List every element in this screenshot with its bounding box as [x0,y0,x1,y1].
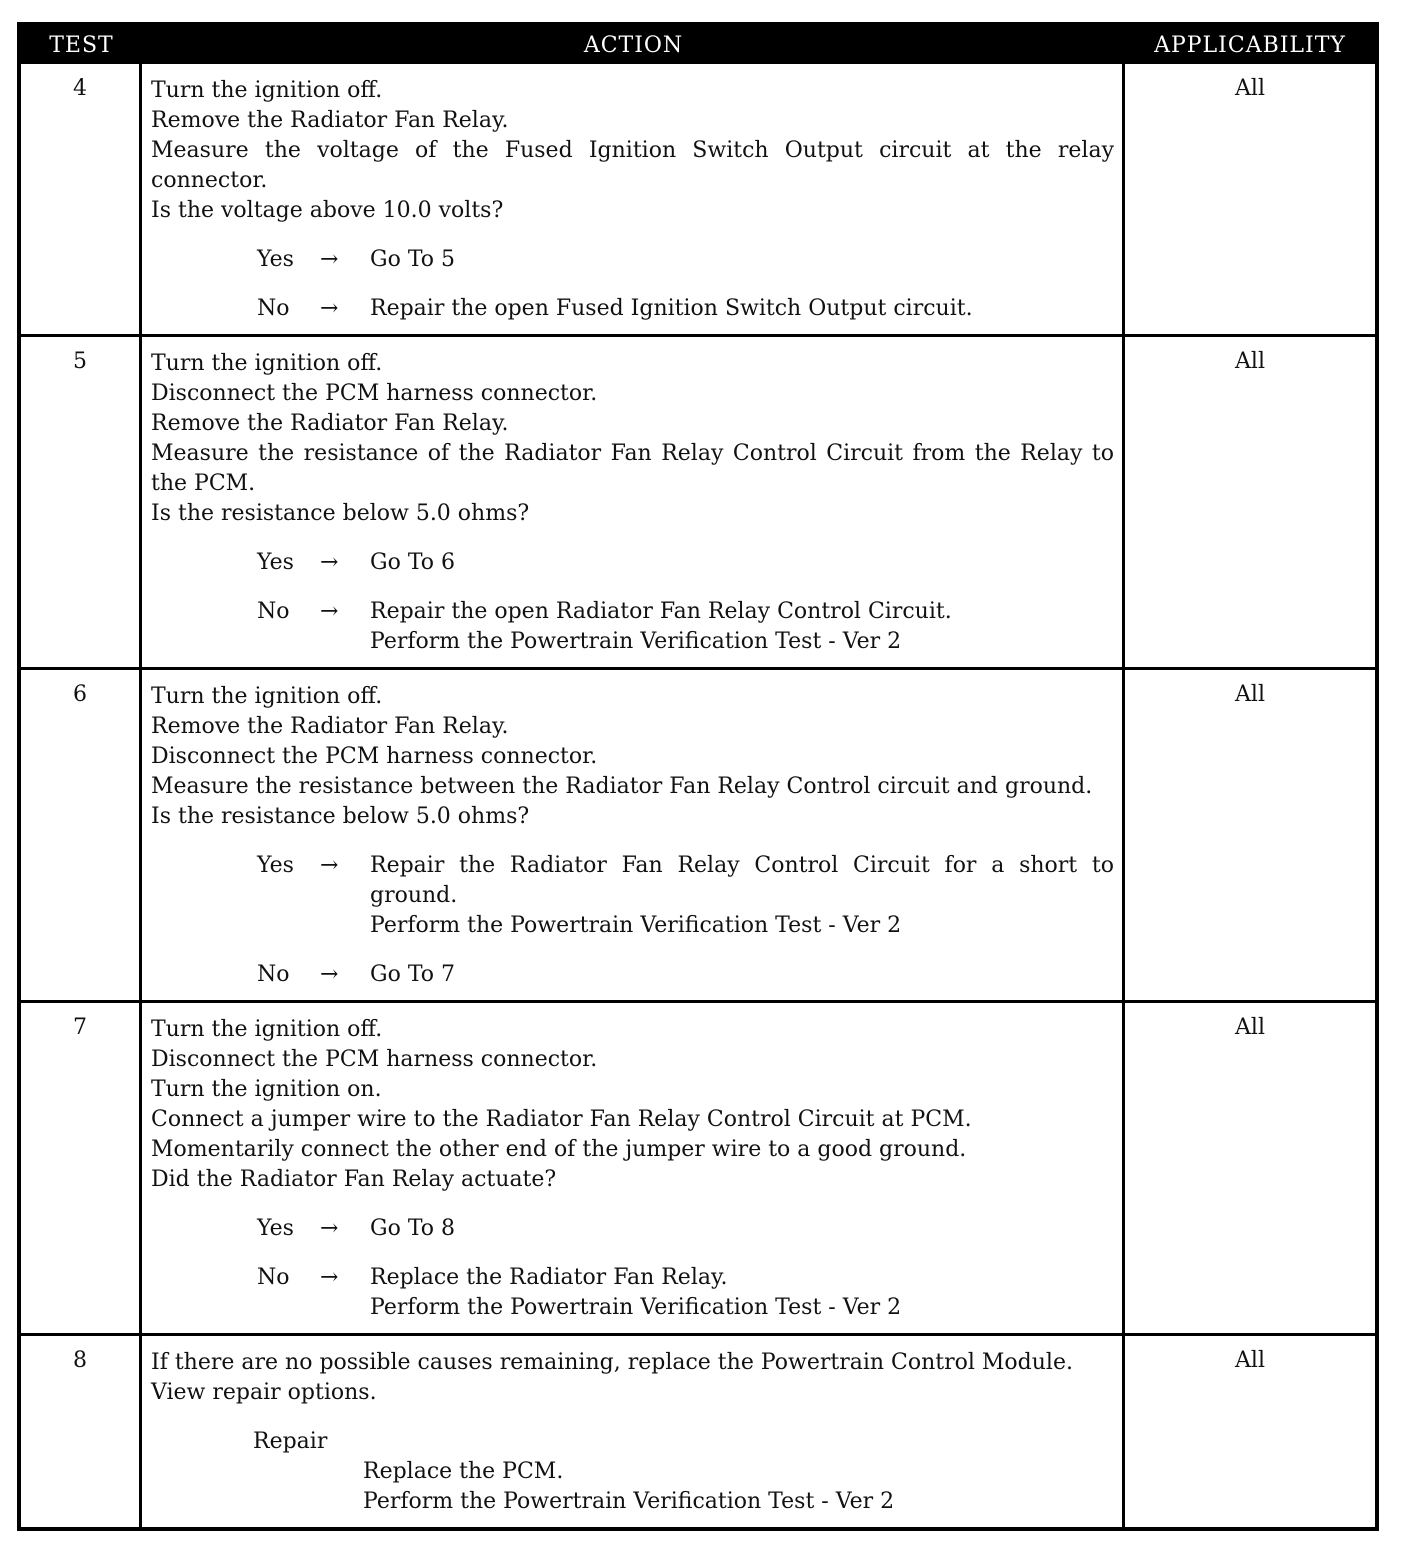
response-label: No [257,1265,290,1290]
response-line: Go To 6 [370,550,456,575]
table-body [21,64,1375,1527]
response-text [370,548,1114,578]
header-action: ACTION [583,32,684,58]
arrow-icon: → [320,1216,339,1241]
applicability-cell: All [1235,682,1265,707]
header-test: TEST [49,32,114,58]
response-label: Yes [257,853,294,878]
action-cell [142,1003,1125,1333]
test-number: 8 [21,1336,142,1527]
yes-response [151,851,1114,941]
response-text [370,597,1114,657]
action-cell [142,337,1125,667]
action-step: Is the voltage above 10.0 volts? [151,198,504,223]
action-step: Turn the ignition off. [151,78,383,103]
response-text [370,960,1114,990]
applicability-cell: All [1235,1348,1265,1373]
response-line: Go To 5 [370,247,456,272]
action-step: View repair options. [151,1380,377,1405]
table-row [21,1333,1375,1527]
action-cell [142,670,1125,1000]
response-label: Yes [257,550,294,575]
diagnostic-test-table [17,22,1379,1531]
response-text [370,245,1114,275]
action-step: Did the Radiator Fan Relay actuate? [151,1167,557,1192]
action-step: Turn the ignition on. [151,1077,382,1102]
response-line: Perform the Powertrain Verification Test - Ver 2 [370,629,902,654]
response-line: Perform the Powertrain Verification Test - Ver 2 [370,913,902,938]
action-step: Remove the Radiator Fan Relay. [151,714,509,739]
action-step: Disconnect the PCM harness connector. [151,381,598,406]
action-step: Remove the Radiator Fan Relay. [151,411,509,436]
action-step: Disconnect the PCM harness connector. [151,744,598,769]
arrow-icon: → [320,296,339,321]
arrow-icon: → [320,599,339,624]
action-step: Measure the voltage of the Fused Ignition Switch Output circuit at the relay connector. [151,138,1114,193]
test-number: 6 [21,670,142,1000]
response-label: Yes [257,247,294,272]
no-response [151,1263,1114,1323]
response-label: No [257,599,290,624]
table-row [21,1000,1375,1333]
action-step: If there are no possible causes remaining, replace the Powertrain Control Module. [151,1350,1073,1375]
no-response [151,294,1114,324]
action-step: Is the resistance below 5.0 ohms? [151,501,530,526]
test-number: 7 [21,1003,142,1333]
applicability-cell: All [1235,349,1265,374]
arrow-icon: → [320,853,339,878]
action-step: Measure the resistance of the Radiator Fan Relay Control Circuit from the Relay to the PCM. [151,441,1114,496]
yes-response [151,1214,1114,1244]
repair-step: Perform the Powertrain Verification Test - Ver 2 [363,1489,895,1514]
response-label: No [257,296,290,321]
no-response [151,960,1114,990]
test-number: 5 [21,337,142,667]
arrow-icon: → [320,962,339,987]
arrow-icon: → [320,247,339,272]
table-header [21,26,1375,64]
repair-step: Replace the PCM. [363,1459,564,1484]
response-line: Repair the open Radiator Fan Relay Control Circuit. [370,599,952,624]
repair-label: Repair [253,1429,328,1454]
response-line: Replace the Radiator Fan Relay. [370,1265,728,1290]
applicability-cell: All [1235,1015,1265,1040]
yes-response [151,548,1114,578]
action-step: Disconnect the PCM harness connector. [151,1047,598,1072]
response-line: Repair the Radiator Fan Relay Control Circuit for a short to ground. [370,853,1114,908]
response-line: Perform the Powertrain Verification Test - Ver 2 [370,1295,902,1320]
table-row [21,334,1375,667]
response-line: Go To 8 [370,1216,456,1241]
response-text [370,1214,1114,1244]
action-step: Measure the resistance between the Radiator Fan Relay Control circuit and ground. [151,774,1093,799]
arrow-icon: → [320,1265,339,1290]
table-row [21,64,1375,334]
yes-response [151,245,1114,275]
action-step: Turn the ignition off. [151,351,383,376]
test-number: 4 [21,64,142,334]
header-applicability: APPLICABILITY [1154,32,1346,58]
response-text [370,851,1114,941]
response-line: Go To 7 [370,962,456,987]
action-step: Remove the Radiator Fan Relay. [151,108,509,133]
action-cell [142,64,1125,334]
applicability-cell: All [1235,76,1265,101]
table-row [21,667,1375,1000]
action-step: Turn the ignition off. [151,684,383,709]
action-step: Momentarily connect the other end of the jumper wire to a good ground. [151,1137,967,1162]
response-line: Repair the open Fused Ignition Switch Output circuit. [370,296,973,321]
action-cell [142,1336,1125,1527]
arrow-icon: → [320,550,339,575]
response-label: No [257,962,290,987]
no-response [151,597,1114,657]
response-text [370,294,1114,324]
action-step: Connect a jumper wire to the Radiator Fan Relay Control Circuit at PCM. [151,1107,972,1132]
response-text [370,1263,1114,1323]
response-label: Yes [257,1216,294,1241]
action-step: Is the resistance below 5.0 ohms? [151,804,530,829]
action-step: Turn the ignition off. [151,1017,383,1042]
